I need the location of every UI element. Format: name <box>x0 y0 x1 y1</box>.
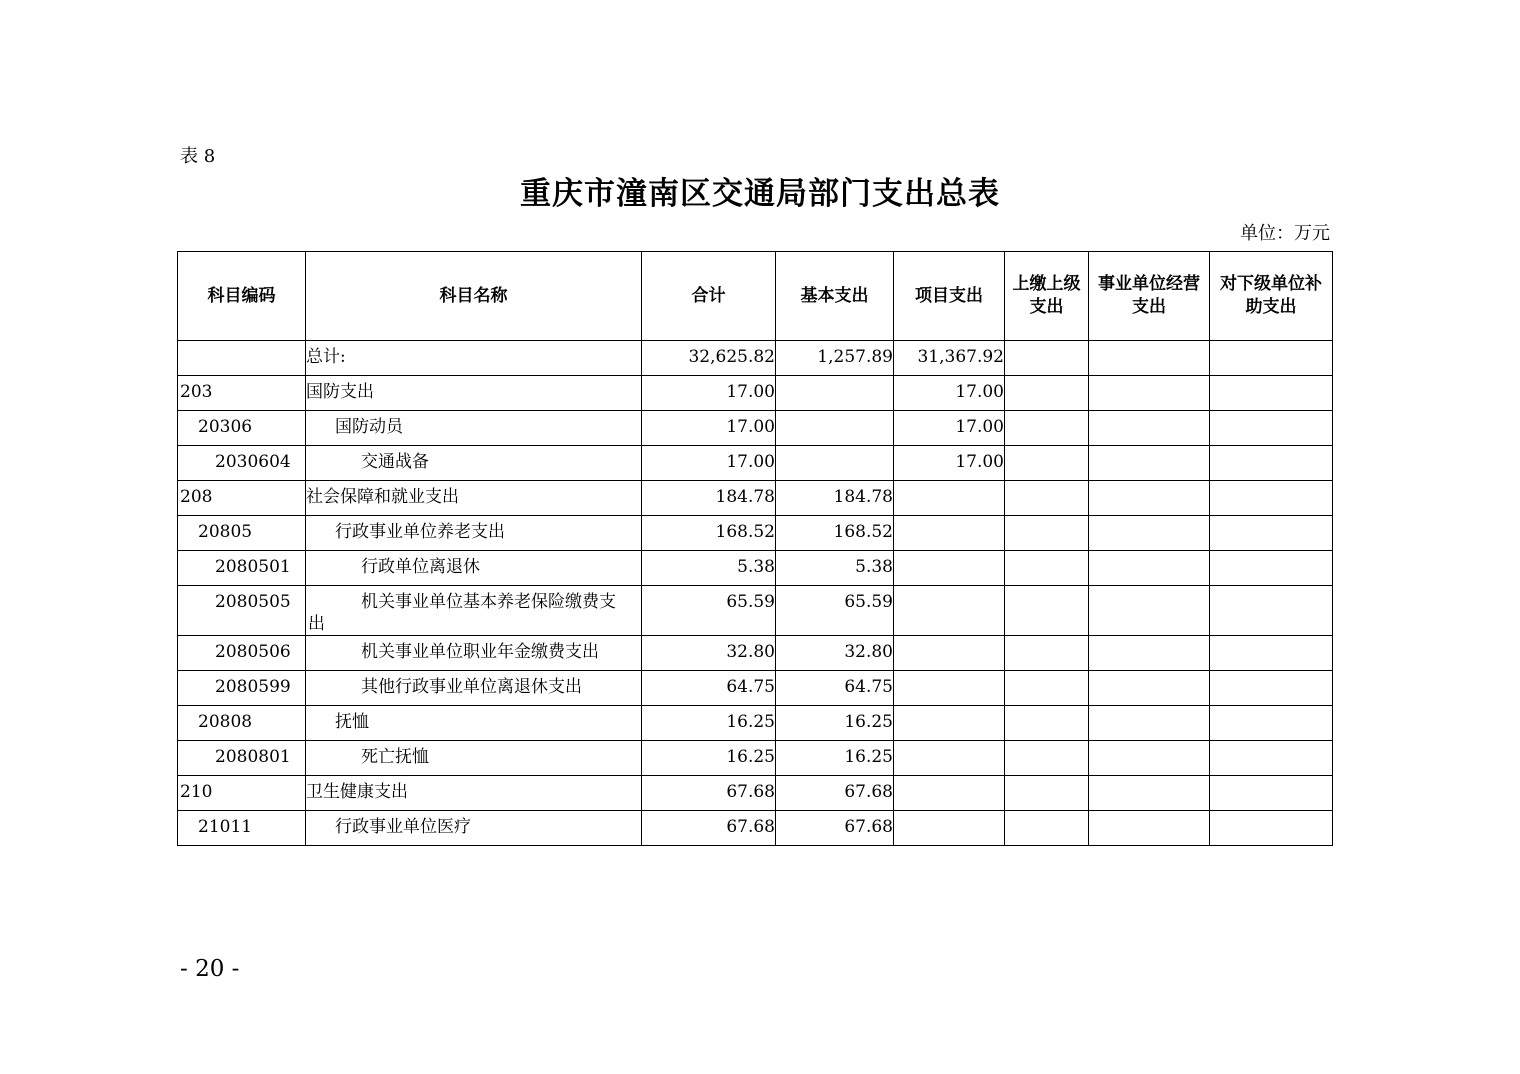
table-row <box>178 446 1333 481</box>
basic-cell: 64.75 <box>776 671 894 706</box>
business-cell <box>1089 411 1210 446</box>
business-cell <box>1089 341 1210 376</box>
table-row <box>178 811 1333 846</box>
upper-cell <box>1005 776 1089 811</box>
basic-cell: 16.25 <box>776 741 894 776</box>
upper-cell <box>1005 811 1089 846</box>
project-cell <box>894 516 1005 551</box>
name-cell: 国防动员 <box>306 411 642 446</box>
total-cell: 17.00 <box>642 376 776 411</box>
total-cell: 65.59 <box>642 586 776 636</box>
table-row <box>178 586 1333 636</box>
code-cell: 2080801 <box>178 741 306 776</box>
code-cell <box>178 341 306 376</box>
code-cell: 2080501 <box>178 551 306 586</box>
name-cell: 社会保障和就业支出 <box>306 481 642 516</box>
project-cell <box>894 671 1005 706</box>
header-name: 科目名称 <box>306 252 642 341</box>
code-cell: 210 <box>178 776 306 811</box>
code-cell: 20306 <box>178 411 306 446</box>
total-cell: 32.80 <box>642 636 776 671</box>
subsidy-cell <box>1210 516 1333 551</box>
code-cell: 20808 <box>178 706 306 741</box>
subsidy-cell <box>1210 671 1333 706</box>
upper-cell <box>1005 586 1089 636</box>
basic-cell: 67.68 <box>776 811 894 846</box>
total-cell: 5.38 <box>642 551 776 586</box>
code-cell: 2030604 <box>178 446 306 481</box>
upper-cell <box>1005 706 1089 741</box>
upper-cell <box>1005 446 1089 481</box>
table-row <box>178 776 1333 811</box>
project-cell <box>894 586 1005 636</box>
project-cell <box>894 551 1005 586</box>
header-row <box>178 252 1333 341</box>
subsidy-cell <box>1210 376 1333 411</box>
basic-cell: 1,257.89 <box>776 341 894 376</box>
header-subsidy-line2: 助支出 <box>1245 297 1297 317</box>
name-cell: 行政事业单位医疗 <box>306 811 642 846</box>
header-business-line2: 支出 <box>1132 297 1166 317</box>
subsidy-cell <box>1210 811 1333 846</box>
name-text-continued: 出 <box>308 614 325 634</box>
code-cell: 203 <box>178 376 306 411</box>
upper-cell <box>1005 341 1089 376</box>
business-cell <box>1089 586 1210 636</box>
business-cell <box>1089 636 1210 671</box>
header-upper-line2: 支出 <box>1029 297 1064 317</box>
basic-cell <box>776 376 894 411</box>
project-cell <box>894 481 1005 516</box>
table-row <box>178 481 1333 516</box>
basic-cell: 32.80 <box>776 636 894 671</box>
code-cell: 2080506 <box>178 636 306 671</box>
code-cell: 2080599 <box>178 671 306 706</box>
total-cell: 32,625.82 <box>642 341 776 376</box>
business-cell <box>1089 446 1210 481</box>
name-text: 机关事业单位基本养老保险缴费支 <box>361 592 616 612</box>
header-upper-line1: 上缴上级 <box>1012 274 1081 294</box>
page-title: 重庆市潼南区交通局部门支出总表 <box>520 176 1000 212</box>
table-row <box>178 376 1333 411</box>
subsidy-cell <box>1210 481 1333 516</box>
code-cell: 20805 <box>178 516 306 551</box>
subsidy-cell <box>1210 341 1333 376</box>
header-upper <box>1005 252 1089 341</box>
project-cell <box>894 636 1005 671</box>
table-row <box>178 636 1333 671</box>
code-cell: 208 <box>178 481 306 516</box>
basic-cell: 5.38 <box>776 551 894 586</box>
header-code: 科目编码 <box>178 252 306 341</box>
basic-cell: 67.68 <box>776 776 894 811</box>
name-cell: 总计: <box>306 341 642 376</box>
name-cell <box>306 586 642 636</box>
header-basic: 基本支出 <box>776 252 894 341</box>
header-total: 合计 <box>642 252 776 341</box>
business-cell <box>1089 741 1210 776</box>
table-row <box>178 411 1333 446</box>
subsidy-cell <box>1210 706 1333 741</box>
upper-cell <box>1005 741 1089 776</box>
header-subsidy <box>1210 252 1333 341</box>
total-cell: 16.25 <box>642 741 776 776</box>
total-cell: 184.78 <box>642 481 776 516</box>
business-cell <box>1089 516 1210 551</box>
subsidy-cell <box>1210 776 1333 811</box>
project-cell: 17.00 <box>894 376 1005 411</box>
code-cell: 2080505 <box>178 586 306 636</box>
basic-cell: 65.59 <box>776 586 894 636</box>
header-business-line1: 事业单位经营 <box>1098 274 1200 294</box>
basic-cell <box>776 411 894 446</box>
header-project: 项目支出 <box>894 252 1005 341</box>
table-row <box>178 741 1333 776</box>
table-row <box>178 516 1333 551</box>
unit-label: 单位：万元 <box>1240 223 1330 244</box>
name-cell: 死亡抚恤 <box>306 741 642 776</box>
expenditure-table <box>177 251 1333 846</box>
table-row-total <box>178 341 1333 376</box>
subsidy-cell <box>1210 586 1333 636</box>
basic-cell: 184.78 <box>776 481 894 516</box>
subsidy-cell <box>1210 411 1333 446</box>
table-row <box>178 671 1333 706</box>
name-cell: 抚恤 <box>306 706 642 741</box>
name-cell: 机关事业单位职业年金缴费支出 <box>306 636 642 671</box>
business-cell <box>1089 376 1210 411</box>
upper-cell <box>1005 551 1089 586</box>
upper-cell <box>1005 411 1089 446</box>
name-cell: 卫生健康支出 <box>306 776 642 811</box>
business-cell <box>1089 671 1210 706</box>
upper-cell <box>1005 376 1089 411</box>
name-cell: 行政单位离退休 <box>306 551 642 586</box>
subsidy-cell <box>1210 551 1333 586</box>
table-row <box>178 706 1333 741</box>
total-cell: 17.00 <box>642 411 776 446</box>
project-cell <box>894 776 1005 811</box>
name-cell: 行政事业单位养老支出 <box>306 516 642 551</box>
name-cell: 其他行政事业单位离退休支出 <box>306 671 642 706</box>
basic-cell: 16.25 <box>776 706 894 741</box>
page-number: - 20 - <box>180 956 240 982</box>
project-cell <box>894 741 1005 776</box>
project-cell <box>894 706 1005 741</box>
total-cell: 67.68 <box>642 776 776 811</box>
total-cell: 17.00 <box>642 446 776 481</box>
upper-cell <box>1005 481 1089 516</box>
project-cell: 17.00 <box>894 446 1005 481</box>
project-cell: 17.00 <box>894 411 1005 446</box>
business-cell <box>1089 776 1210 811</box>
project-cell <box>894 811 1005 846</box>
header-business <box>1089 252 1210 341</box>
subsidy-cell <box>1210 741 1333 776</box>
subsidy-cell <box>1210 636 1333 671</box>
basic-cell: 168.52 <box>776 516 894 551</box>
total-cell: 67.68 <box>642 811 776 846</box>
name-cell: 国防支出 <box>306 376 642 411</box>
table-row <box>178 551 1333 586</box>
basic-cell <box>776 446 894 481</box>
business-cell <box>1089 706 1210 741</box>
total-cell: 64.75 <box>642 671 776 706</box>
header-subsidy-line1: 对下级单位补 <box>1220 274 1322 294</box>
table-label: 表 8 <box>180 146 216 167</box>
name-cell: 交通战备 <box>306 446 642 481</box>
business-cell <box>1089 811 1210 846</box>
code-cell: 21011 <box>178 811 306 846</box>
upper-cell <box>1005 516 1089 551</box>
total-cell: 168.52 <box>642 516 776 551</box>
project-cell: 31,367.92 <box>894 341 1005 376</box>
upper-cell <box>1005 636 1089 671</box>
business-cell <box>1089 481 1210 516</box>
business-cell <box>1089 551 1210 586</box>
total-cell: 16.25 <box>642 706 776 741</box>
upper-cell <box>1005 671 1089 706</box>
subsidy-cell <box>1210 446 1333 481</box>
